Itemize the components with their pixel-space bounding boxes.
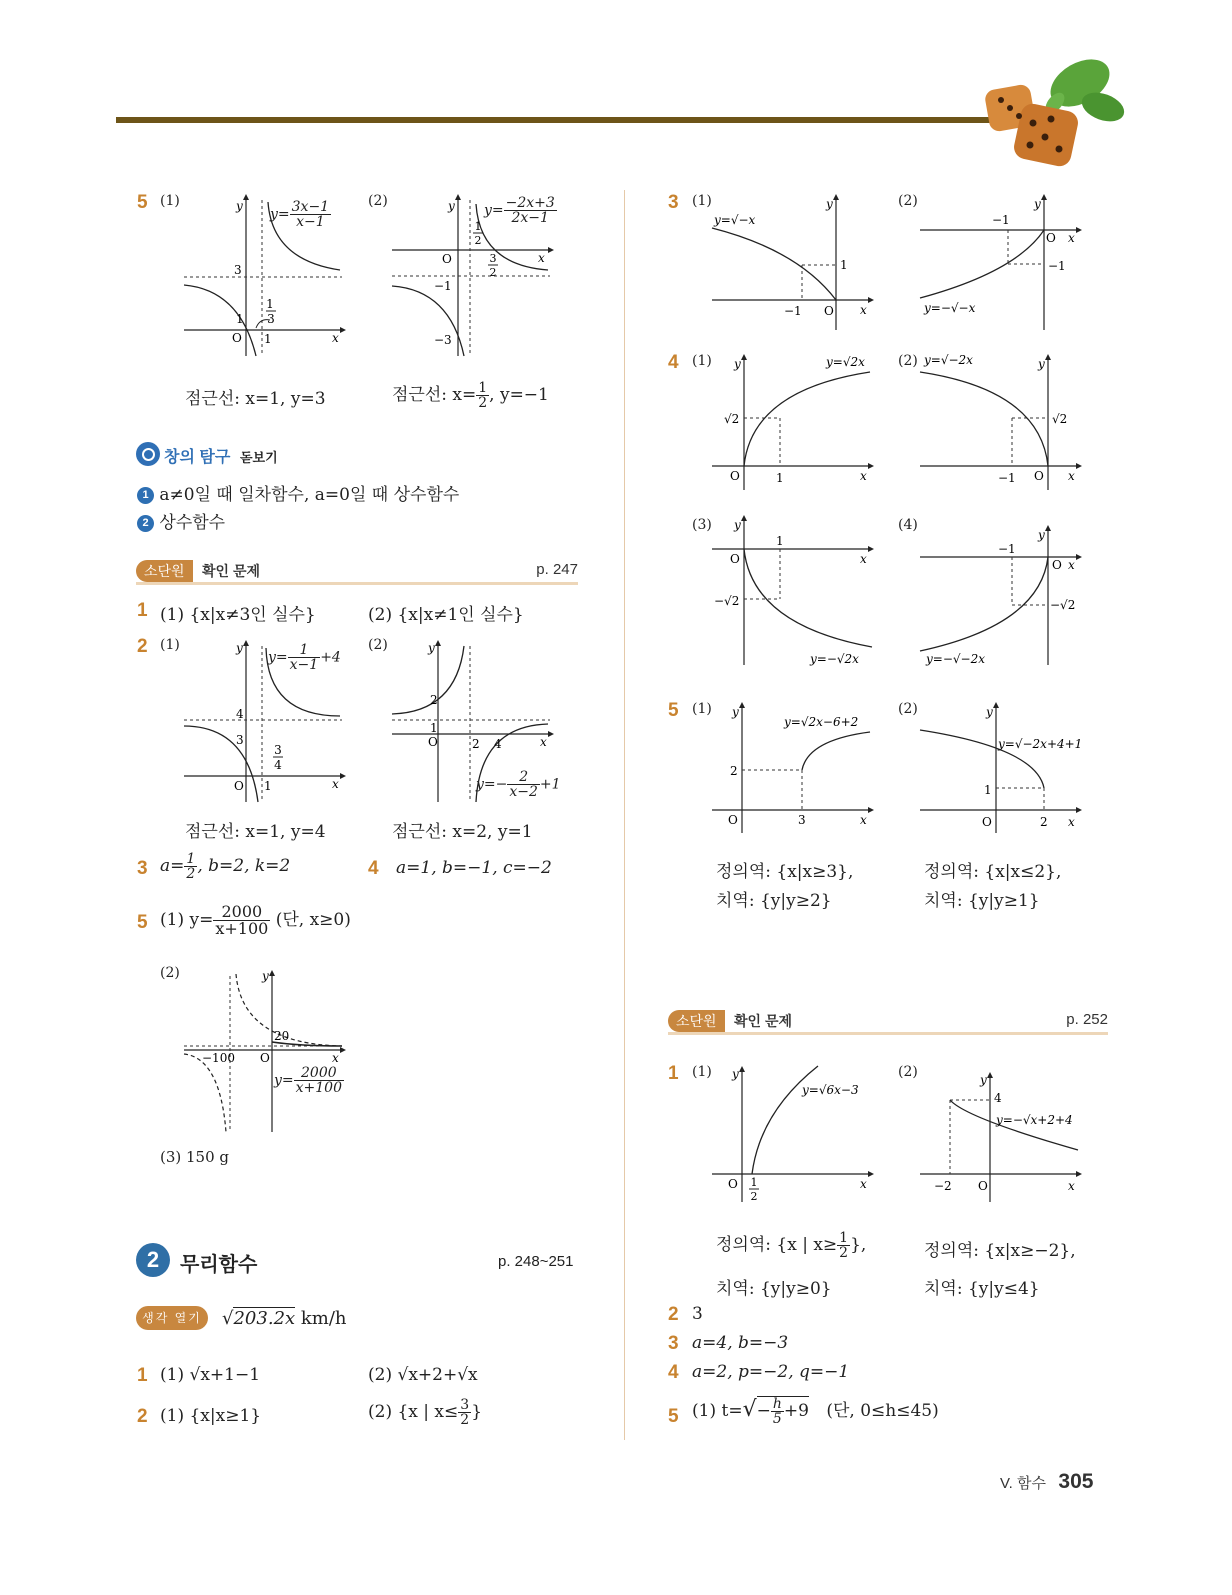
- svg-text:O: O: [824, 304, 834, 318]
- svg-text:2: 2: [474, 234, 482, 247]
- svg-text:O: O: [978, 1179, 988, 1193]
- svg-text:−100: −100: [202, 1051, 235, 1065]
- header-rule: [116, 117, 996, 123]
- svg-text:y=√−x: y=√−x: [714, 213, 756, 227]
- column-separator: [624, 190, 625, 1440]
- part-label: (2): [368, 193, 388, 209]
- part-label: (1): [692, 1064, 712, 1080]
- svg-text:−√2: −√2: [1050, 598, 1076, 612]
- answer-number: 5: [137, 912, 148, 933]
- svg-text:O: O: [428, 735, 438, 749]
- svg-text:y=−√x+2+4: y=−√x+2+4: [996, 1113, 1073, 1127]
- svg-text:1: 1: [264, 332, 272, 346]
- asymptote-text: 점근선: x= $\frac{1}{2}$ , y=−1: [392, 380, 549, 411]
- part-label: (2): [160, 965, 180, 981]
- answer-number: 4: [368, 858, 379, 879]
- answer-number: 3: [137, 858, 148, 879]
- part-label: (1): [692, 353, 712, 369]
- answer-text: a= $\frac{1}{2}$ , b=2, k=2: [160, 851, 291, 882]
- answer-text: (1) {x|x≠3인 실수}: [160, 605, 316, 625]
- answer-number: 2: [137, 636, 148, 657]
- svg-text:4: 4: [994, 1091, 1002, 1105]
- section-number: 2: [136, 1243, 170, 1277]
- part-label: (1): [160, 193, 180, 209]
- equation-label: y= $\frac{-2x+3}{2x-1}$: [484, 195, 555, 226]
- answer-text: (3) 150 g: [160, 1148, 230, 1166]
- answer-number: 1: [137, 1365, 148, 1386]
- svg-text:y: y: [732, 705, 739, 719]
- svg-text:x: x: [860, 813, 867, 827]
- asymptote-text: 점근선: x=1, y=4: [185, 822, 326, 842]
- svg-text:O: O: [442, 252, 452, 266]
- svg-text:√2: √2: [724, 412, 740, 426]
- graph-r5-1: [708, 698, 878, 833]
- part-label: (2): [368, 637, 388, 653]
- svg-text:2: 2: [489, 266, 497, 279]
- graph-r4-4: [916, 515, 1086, 670]
- asymptote-text: 점근선: x=1, y=3: [185, 389, 326, 409]
- svg-text:y: y: [428, 641, 435, 655]
- svg-text:x: x: [1068, 231, 1075, 245]
- svg-text:x: x: [540, 735, 547, 749]
- section-title: 무리함수: [180, 1254, 258, 1276]
- svg-text:y=−√−x: y=−√−x: [924, 301, 976, 315]
- svg-text:O: O: [728, 1177, 738, 1191]
- svg-text:y: y: [448, 199, 455, 213]
- svg-text:y=−√2x: y=−√2x: [810, 652, 859, 666]
- svg-text:1: 1: [984, 783, 992, 797]
- svg-text:x: x: [1068, 815, 1075, 829]
- graph-r3-1: [708, 190, 878, 330]
- svg-text:3: 3: [236, 733, 244, 747]
- page-number: 305: [1058, 1470, 1094, 1493]
- svg-text:1: 1: [776, 534, 784, 548]
- range-text: 치역: {y|y≥2}: [716, 891, 832, 911]
- svg-text:1: 1: [776, 471, 784, 485]
- svg-text:1: 1: [266, 297, 274, 311]
- svg-text:x: x: [860, 303, 867, 317]
- equation-label: y= $\frac{3x-1}{x-1}$: [270, 199, 330, 230]
- svg-text:y: y: [734, 357, 741, 371]
- svg-text:1: 1: [474, 220, 482, 233]
- answer-number: 1: [668, 1063, 679, 1084]
- answer-text: a=4, b=−3: [692, 1333, 789, 1353]
- svg-text:2: 2: [472, 737, 480, 751]
- svg-text:x: x: [332, 777, 339, 791]
- svg-text:y=√2x−6+2: y=√2x−6+2: [784, 715, 859, 729]
- svg-text:O: O: [1034, 469, 1044, 483]
- range-text: 치역: {y|y≥0}: [716, 1279, 832, 1299]
- svg-text:y: y: [236, 641, 243, 655]
- graph-r4-3: [708, 515, 878, 670]
- svg-text:2: 2: [730, 764, 738, 778]
- svg-text:2: 2: [430, 693, 438, 707]
- svg-text:y=√−2x+4+1: y=√−2x+4+1: [998, 737, 1083, 751]
- asymptote-text: 점근선: x=2, y=1: [392, 822, 533, 842]
- answer-number: 4: [668, 1362, 679, 1383]
- svg-text:O: O: [260, 1051, 270, 1065]
- think-answer: √203.2x km/h: [222, 1308, 347, 1329]
- section-page: p. 248~251: [498, 1253, 574, 1270]
- answer-text: (2) √x+2+√x: [368, 1365, 478, 1385]
- graph-c1-1: [708, 1062, 878, 1207]
- svg-text:y: y: [980, 1073, 987, 1087]
- svg-text:1: 1: [264, 779, 272, 793]
- svg-text:O: O: [982, 815, 992, 829]
- part-label: (2): [898, 701, 918, 717]
- graph-a5-2: [180, 966, 350, 1136]
- graph-r3-2: [916, 190, 1086, 330]
- part-label: (2): [898, 193, 918, 209]
- svg-text:20: 20: [274, 1029, 290, 1043]
- part-label: (2): [898, 1064, 918, 1080]
- graph-r4-2: [916, 350, 1086, 490]
- svg-text:x: x: [860, 1177, 867, 1191]
- equation-label: y= $\frac{2000}{x+100}$: [274, 1065, 342, 1096]
- creative-item: 1 a≠0일 때 일차함수, a=0일 때 상수함수: [137, 480, 459, 505]
- svg-text:3: 3: [489, 252, 497, 265]
- svg-text:3: 3: [274, 743, 282, 757]
- svg-text:y: y: [1038, 528, 1045, 542]
- svg-text:y=−√−2x: y=−√−2x: [926, 652, 985, 666]
- equation-label: y= $\frac{1}{x-1}$ +4: [268, 642, 341, 673]
- svg-text:y=√−2x: y=√−2x: [924, 353, 973, 367]
- svg-text:1: 1: [840, 258, 848, 272]
- answer-number: 5: [668, 1406, 679, 1427]
- creative-subtitle: 돋보기: [240, 450, 278, 465]
- svg-text:O: O: [730, 552, 740, 566]
- magnifier-icon: [136, 442, 160, 466]
- svg-text:4: 4: [494, 737, 502, 751]
- svg-text:y: y: [1034, 197, 1041, 211]
- graph-r4-1: [708, 350, 878, 490]
- part-label: (1): [692, 193, 712, 209]
- svg-text:−1: −1: [784, 304, 802, 318]
- dice-leaves-icon: [975, 45, 1145, 175]
- answer-text: a=1, b=−1, c=−2: [396, 858, 552, 878]
- svg-text:−1: −1: [998, 542, 1016, 556]
- svg-text:y: y: [1038, 357, 1045, 371]
- answer-number: 1: [137, 600, 148, 621]
- svg-text:−2: −2: [934, 1179, 952, 1193]
- svg-text:1: 1: [750, 1176, 758, 1189]
- svg-text:x: x: [860, 469, 867, 483]
- answer-number: 4: [668, 352, 679, 373]
- svg-text:y=√6x−3: y=√6x−3: [802, 1083, 859, 1097]
- page-footer: [1000, 1470, 1093, 1494]
- svg-text:3: 3: [798, 813, 806, 827]
- svg-text:√2: √2: [1052, 412, 1068, 426]
- answer-number: 3: [668, 1333, 679, 1354]
- svg-text:4: 4: [236, 707, 244, 721]
- creative-item: 2 상수함수: [137, 508, 225, 533]
- chapter-label: V. 함수: [1000, 1475, 1046, 1492]
- svg-text:O: O: [1046, 231, 1056, 245]
- svg-text:3: 3: [234, 263, 242, 277]
- creative-title: 창의 탐구: [164, 449, 231, 466]
- answer-text: (1) t=√− $\frac{h}{5}$ +9 (단, 0≤h≤45): [692, 1396, 939, 1427]
- svg-text:2: 2: [750, 1190, 758, 1203]
- svg-text:4: 4: [274, 758, 282, 772]
- answer-text: (1) y= $\frac{2000}{x+100}$ (단, x≥0): [160, 902, 351, 938]
- svg-text:x: x: [1068, 558, 1075, 572]
- domain-text: 정의역: {x|x≥3},: [716, 862, 854, 882]
- domain-text: 정의역: {x|x≥−2},: [924, 1241, 1076, 1261]
- svg-text:y: y: [734, 518, 741, 532]
- think-tag: 생각 열기: [136, 1306, 208, 1330]
- answer-number: 3: [668, 192, 679, 213]
- svg-text:O: O: [232, 331, 242, 345]
- svg-text:O: O: [728, 813, 738, 827]
- part-label: (2): [898, 353, 918, 369]
- part-label: (3): [692, 517, 712, 533]
- svg-text:3: 3: [267, 312, 275, 326]
- svg-text:−√2: −√2: [714, 594, 740, 608]
- graph-c1-2: [916, 1062, 1106, 1207]
- svg-text:x: x: [332, 331, 339, 345]
- answer-text: (1) √x+1−1: [160, 1365, 261, 1385]
- range-text: 치역: {y|y≥1}: [924, 891, 1040, 911]
- part-label: (1): [160, 637, 180, 653]
- domain-text: 정의역: {x | x≥ $\frac{1}{2}$ },: [716, 1230, 867, 1261]
- svg-text:y: y: [986, 705, 993, 719]
- svg-text:x: x: [860, 552, 867, 566]
- svg-text:x: x: [1068, 469, 1075, 483]
- svg-text:x: x: [332, 1051, 339, 1065]
- domain-text: 정의역: {x|x≤2},: [924, 862, 1062, 882]
- section-bar: 소단원 확인 문제 p. 252: [668, 1010, 1108, 1034]
- svg-text:x: x: [538, 251, 545, 265]
- part-label: (4): [898, 517, 918, 533]
- svg-text:y: y: [732, 1067, 739, 1081]
- svg-text:1: 1: [430, 721, 438, 735]
- svg-text:O: O: [730, 469, 740, 483]
- svg-text:1: 1: [236, 312, 244, 326]
- svg-text:O: O: [1052, 558, 1062, 572]
- svg-text:O: O: [234, 779, 244, 793]
- svg-text:−3: −3: [434, 333, 452, 347]
- svg-text:−1: −1: [998, 471, 1016, 485]
- part-label: (1): [692, 701, 712, 717]
- answer-text: (1) {x|x≥1}: [160, 1406, 262, 1426]
- svg-text:x: x: [1068, 1179, 1075, 1193]
- answer-number: 5: [137, 192, 148, 213]
- answer-number: 2: [137, 1406, 148, 1427]
- answer-number: 2: [668, 1304, 679, 1325]
- answer-text: a=2, p=−2, q=−1: [692, 1362, 850, 1382]
- answer-text: (2) {x|x≠1인 실수}: [368, 605, 524, 625]
- svg-text:y: y: [236, 199, 243, 213]
- graph-r5-2: [916, 698, 1106, 833]
- svg-text:−1: −1: [1048, 259, 1066, 273]
- svg-text:y: y: [262, 969, 269, 983]
- range-text: 치역: {y|y≤4}: [924, 1279, 1040, 1299]
- svg-text:−1: −1: [992, 213, 1010, 227]
- equation-label: y=− $\frac{2}{x-2}$ +1: [476, 769, 561, 800]
- svg-text:−1: −1: [434, 279, 452, 293]
- answer-text: 3: [692, 1304, 703, 1324]
- svg-text:y: y: [826, 197, 833, 211]
- svg-text:2: 2: [1040, 815, 1048, 829]
- answer-number: 5: [668, 700, 679, 721]
- svg-text:y=√2x: y=√2x: [826, 355, 865, 369]
- section-bar: 소단원 확인 문제 p. 247: [136, 560, 578, 584]
- answer-text: (2) {x | x≤ $\frac{3}{2}$ }: [368, 1397, 483, 1428]
